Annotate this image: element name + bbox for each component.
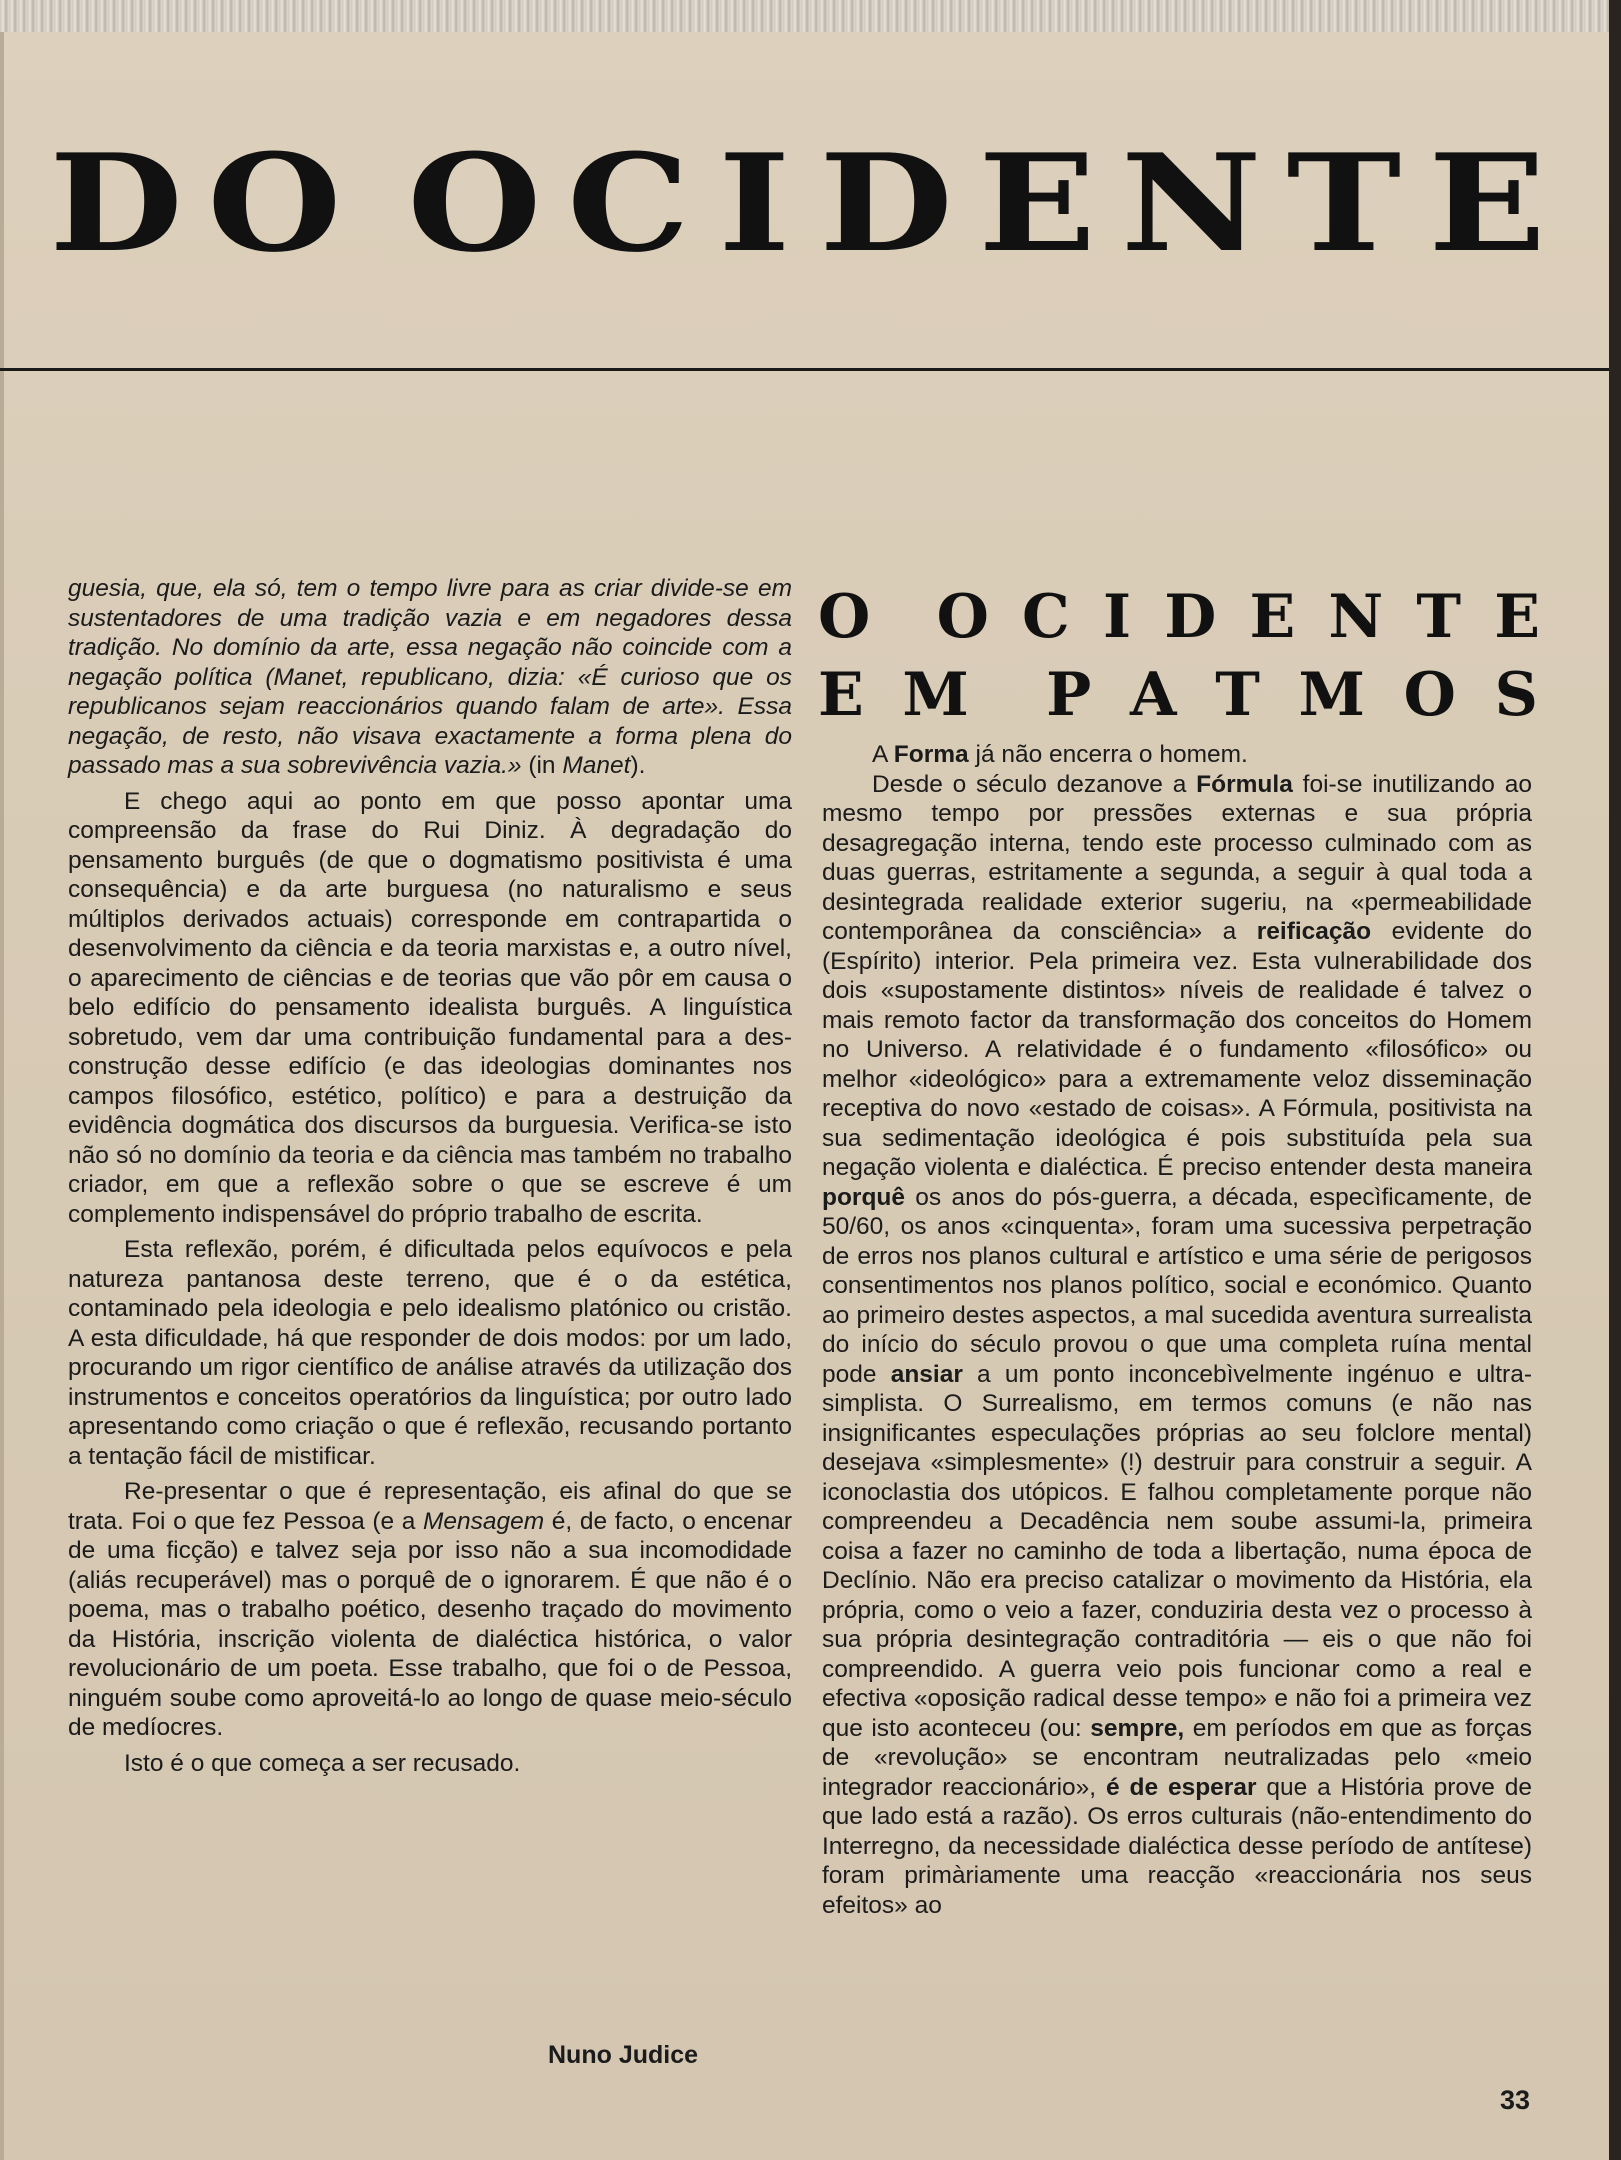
left-p1-cite-title: Manet [562, 752, 631, 779]
right-p2-porque: porquê [822, 1183, 906, 1211]
title-letter: D [819, 124, 953, 282]
right-p2-reificacao: reificação [1256, 918, 1372, 945]
top-scan-strip [0, 0, 1621, 32]
left-paragraph [68, 1477, 792, 1743]
header-rule [0, 368, 1609, 371]
right-p2-f: em períodos em que as forças de «revolução» se encontram neutralizadas pelo «meio integrador reaccionário», [822, 1714, 1532, 1801]
title-letter: N [1120, 124, 1262, 282]
subtitle-letter: S [1494, 660, 1538, 730]
right-p1-text-b: já não encerra o homem. [968, 741, 1248, 768]
title-letter: E [1428, 124, 1546, 282]
subtitle-letter: T [1416, 582, 1462, 652]
right-p2-sempre: sempre, [1090, 1714, 1185, 1742]
subtitle-letter: O [1403, 660, 1456, 730]
right-article-column [822, 740, 1532, 1920]
left-p4-text-a: Re-presentar o que é representação, eis afinal do que se trata. Foi o que fez Pessoa (e a [68, 1478, 792, 1535]
title-letter: O [407, 124, 542, 282]
page-number: 33 [1500, 2085, 1531, 2115]
subtitle-letter: T [1215, 660, 1260, 730]
page-header-title [49, 124, 1546, 282]
title-letter: O [207, 124, 342, 282]
subtitle-letter: O [818, 582, 871, 652]
right-p2-e: a um ponto inconcebìvelmente ingénuo e ultra-simplista. O Surrealismo, em termos comuns (e não nas insignificantes especulações próprias ao seu folclore mental) desejava «simplesmente» (!) destruir para construir a seguir. A iconoclastia dos utópicos. E falhou completamente porque não compreendeu a Decadência nem soube assumi-la, primeira coisa a fazer no caminho de toda a libertação, numa época de Declínio. Não era preciso catalizar o movimento da História, ela própria, como o veio a fazer, conduziria desta vez o processo à sua própria desintegração contraditória — eis o que não foi compreendido. A guerra veio pois funcionar como a real e efectiva «oposição radical desse tempo» e não foi a primeira vez que isto aconteceu (ou: [822, 1360, 1532, 1742]
left-paragraph [68, 574, 792, 781]
right-p2-formula: Fórmula [1196, 770, 1293, 798]
section-title [818, 578, 1540, 734]
left-p1-cite-end: ). [630, 752, 646, 779]
right-p2-ansiar: ansiar [890, 1360, 963, 1388]
right-p1-forma: Forma [893, 741, 969, 768]
subtitle-letter: C [1022, 582, 1070, 652]
subtitle-letter: M [902, 660, 969, 730]
left-paragraph: Esta reflexão, porém, é dificultada pelos equívocos e pela natureza pantanosa deste terreno, que é o da estética, contaminado pela ideologia e pelo idealismo platónico ou cristão. A esta dificuldade, há que responder de dois modos: por um lado, procurando um rigor científico de análise através da utilização dos instrumentos e conceitos operatórios da linguística; por outro lado apresentando como criação o que é reflexão, recusando portanto a tentação fácil de mistificar. [68, 1236, 792, 1470]
right-p2-a: Desde o século dezanove a [872, 770, 1197, 798]
subtitle-letter: I [1102, 582, 1132, 652]
title-letter: C [566, 124, 690, 282]
left-p1-text: guesia, que, ela só, tem o tempo livre para as criar divide-se em sustentadores de uma tradição vazia e em negadores dessa tradição. No domínio da arte, essa negação não coincide com a negação política (Manet, republicano, dizia: «É curioso que os republicanos sejam reaccionários quando falam de arte». Essa negação, de resto, não visava exactamente a forma plena do passado mas a sua sobrevivência vazia.» [68, 575, 792, 779]
right-p2-b: foi-se inutilizando ao mesmo tempo por pressões externas e sua própria desagregação interna, tendo este processo culminado com as duas guerras, estritamente a segunda, a seguir à qual toda a desintegrada realidade exterior sugeriu, na «permeabilidade contemporânea da consciência» a [822, 770, 1532, 945]
subtitle-letter: N [1328, 582, 1384, 652]
subtitle-letter: D [1164, 582, 1217, 652]
title-letter: E [978, 124, 1096, 282]
section-title-line-2 [818, 656, 1538, 734]
right-p2-d: os anos do pós-guerra, a década, especìficamente, de 50/60, os anos «cinquenta», foram uma sucessiva perpetração de erros nos planos cultural e artístico e uma série de perigosos consentimentos nos planos político, social e económico. Quanto ao primeiro destes aspectos, a mal sucedida aventura surrealista do início do século provou o que uma completa ruína mental pode [822, 1183, 1532, 1388]
subtitle-letter: E [818, 660, 864, 730]
right-paragraph [822, 770, 1532, 1921]
left-page-edge [0, 32, 4, 2160]
left-p1-cite: (in [521, 752, 563, 779]
subtitle-letter: O [936, 582, 989, 652]
subtitle-letter: E [1249, 582, 1296, 652]
right-p2-c: evidente do (Espírito) interior. Pela primeira vez. Esta vulnerabilidade dos dois «supostamente distintos» níveis de realidade é talvez o mais remoto factor da transformação dos conceitos do Homem no Universo. A relatividade é o fundamento «filosófico» ou melhor «ideológico» para a extremamente veloz disseminação receptiva do novo «estado de coisas». A Fórmula, positivista na sua sedimentação ideológica é pois substituída pela sua negação violenta e dialéctica. É preciso entender desta maneira [822, 918, 1532, 1181]
right-paragraph [822, 740, 1532, 770]
subtitle-letter: E [1494, 582, 1540, 652]
right-p2-g: que a História prove de que lado está a razão). Os erros culturais (não-entendimento do Interregno, da necessidade dialéctica desse período de antítese) foram primàriamente uma reacção «reaccionária nos seus efeitos» ao [822, 1773, 1533, 1919]
left-paragraph: E chego aqui ao ponto em que posso apontar uma compreensão da frase do Rui Diniz. À degradação do pensamento burguês (de que o dogmatismo positivista é uma consequência) e da arte burguesa (no naturalismo e seus múltiplos derivados actuais) corresponde em contrapartida o desenvolvimento da ciência e da teoria marxistas e, a outro nível, o aparecimento de ciências e de teorias que vão pôr em causa o belo edifício do pensamento idealista burguês. A linguística sobretudo, vem dar uma contribuição fundamental para a des-construção desse edifício (e das ideologias dominantes nos campos filosófico, estético, político) e para a destruição da evidência dogmática dos discursos da burguesia. Verifica-se isto não só no domínio da teoria e da ciência mas também no trabalho criador, em que a reflexão sobre o que se escreve é um complemento indispensável do próprio trabalho de escrita. [68, 787, 792, 1228]
title-letter: I [718, 124, 791, 282]
title-letter: T [1286, 124, 1402, 282]
left-p4-mensagem: Mensagem [423, 1507, 545, 1535]
author-signature: Nuno Judice [548, 2041, 699, 2069]
left-paragraph: Isto é o que começa a ser recusado. [124, 1749, 521, 1777]
subtitle-letter: P [1046, 660, 1092, 730]
section-title-line-1 [818, 578, 1540, 656]
subtitle-letter: A [1129, 660, 1177, 730]
subtitle-letter: M [1298, 660, 1365, 730]
left-p4-text-b: é, de facto, o encenar de uma ficção) e talvez seja por isso não a sua incomodidade (aliás recuperável) mas o porquê de o ignorarem. É que não é o poema, mas o trabalho poético, desenho traçado do movimento da História, inscrição violenta de dialéctica histórica, o valor revolucionário de um poeta. Esse trabalho, que foi o de Pessoa, ninguém soube como aproveitá-lo ao longo de quase meio-século de medíocres. [68, 1507, 792, 1741]
right-p1-text-a: A [872, 741, 894, 768]
right-page-edge [1609, 0, 1621, 2160]
left-article-column [68, 574, 792, 1778]
right-p2-esperar: é de esperar [1105, 1773, 1257, 1801]
title-letter: D [49, 124, 183, 282]
